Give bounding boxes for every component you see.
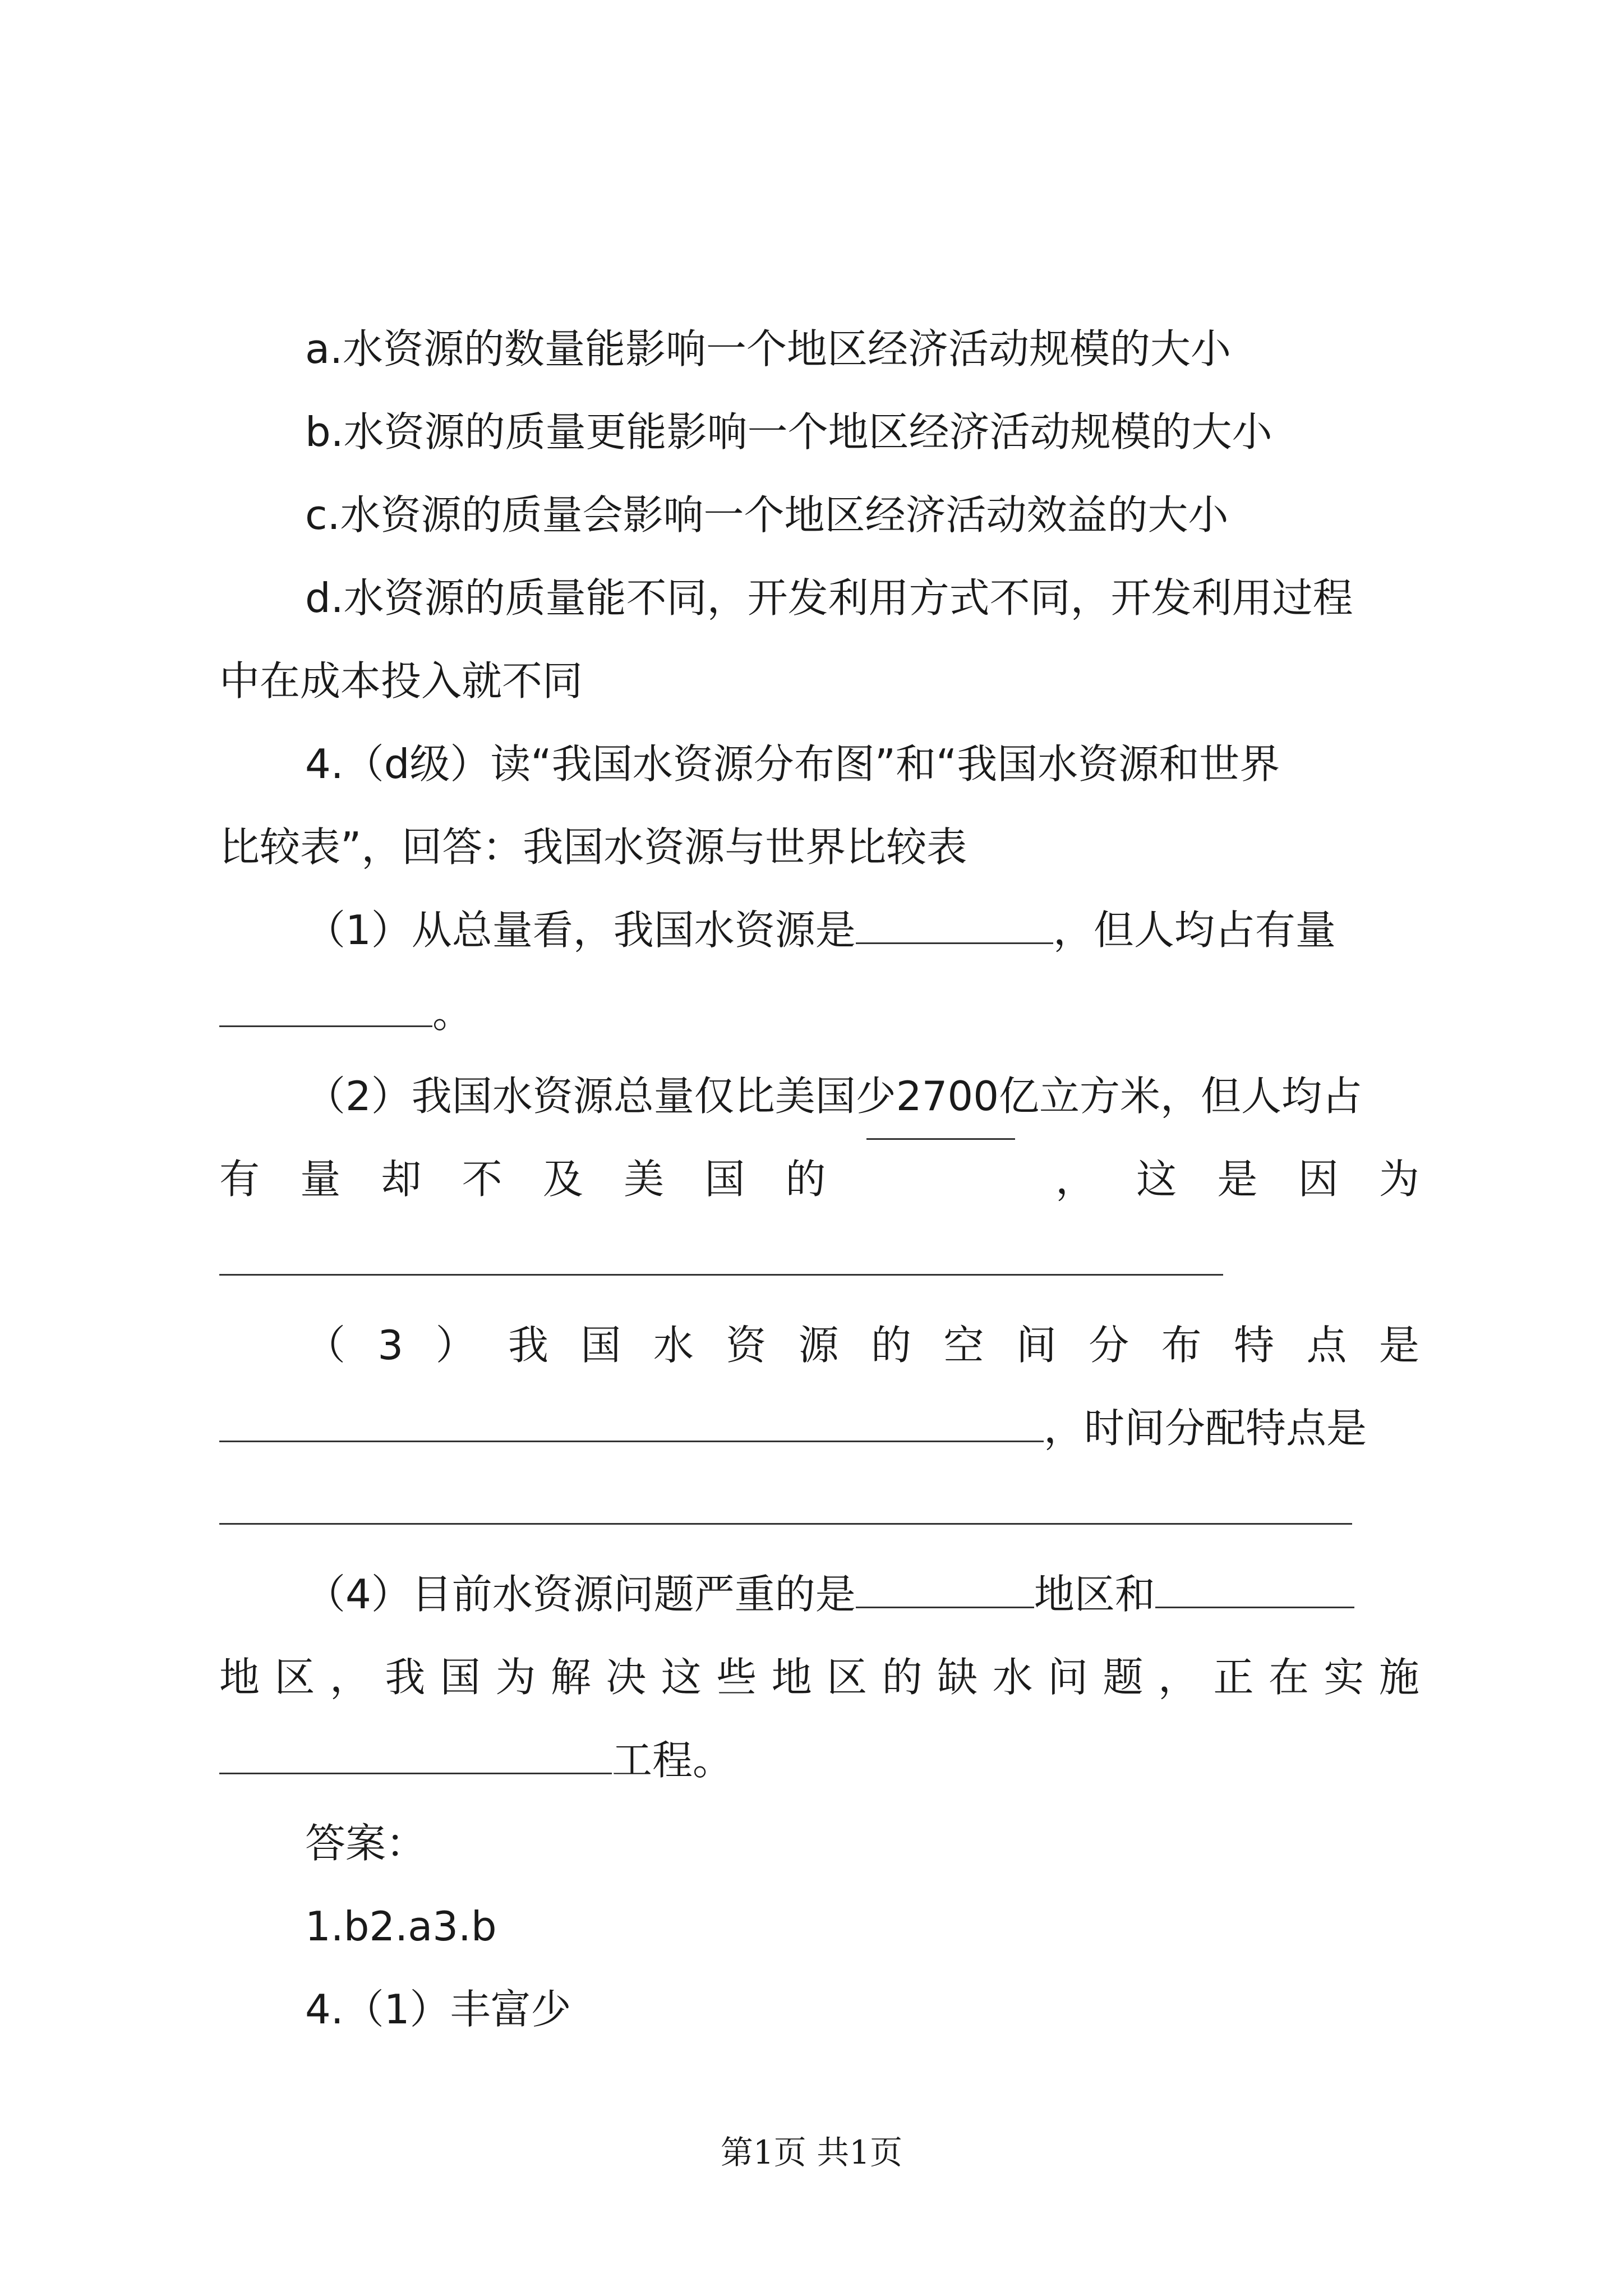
sub-question-3-char: 点 (1306, 1322, 1347, 1369)
option-b: b.水资源的质量更能影响一个地区经济活动规模的大小 (305, 408, 1272, 455)
sub-question-4-char: 这 (661, 1654, 702, 1701)
sub-question-4-char: 正 (1213, 1654, 1254, 1701)
sub-question-4-text-b: 地区和 (1034, 1571, 1155, 1618)
answers-line-2: 4.（1）丰富少 (305, 1986, 571, 2033)
sub-question-4-char: 为 (495, 1654, 536, 1701)
sub-question-2-char: 不 (462, 1156, 502, 1203)
sub-question-2-char: 有 (219, 1156, 260, 1203)
sub-question-4-char: 地 (219, 1654, 260, 1701)
sub-question-1-text-a: （1）从总量看，我国水资源是 (305, 907, 856, 954)
sub-question-4-char: 施 (1378, 1654, 1419, 1701)
sub-question-3-char: 的 (871, 1322, 912, 1369)
sub-question-4-char: ， (1158, 1654, 1198, 1701)
answer-blank[interactable] (219, 1273, 1223, 1276)
sub-question-2-char: 是 (1217, 1156, 1258, 1203)
sub-question-1-continued (219, 972, 1419, 1055)
sub-question-3-text: ，时间分配特点是 (1044, 1405, 1367, 1452)
sub-question-4-char: 我 (385, 1654, 426, 1701)
sub-question-2-char: 却 (381, 1156, 422, 1203)
sub-question-4-char: 在 (1268, 1654, 1309, 1701)
sub-question-3-char: 我 (508, 1322, 549, 1369)
sub-question-4-line-2 (219, 1636, 1419, 1719)
answer-blank[interactable] (219, 1440, 1044, 1442)
sub-question-3-char: 水 (653, 1322, 694, 1369)
sub-question-3-line-2 (219, 1387, 1419, 1470)
option-c: c.水资源的质量会影响一个地区经济活动效益的大小 (305, 491, 1229, 539)
sub-question-2-char: 及 (542, 1156, 583, 1203)
option-d-line-2: 中在成本投入就不同 (219, 657, 583, 705)
option-a: a.水资源的数量能影响一个地区经济活动规模的大小 (305, 325, 1232, 372)
sub-question-3-char: 空 (943, 1322, 984, 1369)
sub-question-3-char: 间 (1016, 1322, 1057, 1369)
sub-question-3-char: 资 (726, 1322, 767, 1369)
answer-blank[interactable] (219, 1025, 432, 1027)
sub-question-4-char: 些 (716, 1654, 757, 1701)
sub-question-2-comma: ， (1055, 1156, 1096, 1203)
sub-question-2-char: 国 (704, 1156, 745, 1203)
question-4-intro-line-2: 比较表”，回答：我国水资源与世界比较表 (219, 823, 967, 871)
answers-label: 答案： (305, 1820, 427, 1867)
sub-question-2-char: 这 (1136, 1156, 1177, 1203)
answer-blank[interactable] (219, 1522, 1352, 1525)
answer-blank[interactable] (219, 1772, 612, 1774)
sub-question-4-char: 缺 (937, 1654, 978, 1701)
sub-question-1-end: 。 (432, 990, 473, 1037)
sub-question-4-end: 工程。 (612, 1737, 734, 1784)
sub-question-2-char: 为 (1378, 1156, 1419, 1203)
sub-question-4-char: 国 (440, 1654, 481, 1701)
sub-question-3-char: 国 (580, 1322, 621, 1369)
sub-question-4-char: 题 (1103, 1654, 1144, 1701)
sub-question-4-text-a: （4）目前水资源问题严重的是 (305, 1571, 856, 1618)
sub-question-3-char: 源 (798, 1322, 839, 1369)
sub-question-4-char: 区 (274, 1654, 315, 1701)
answers-line-1: 1.b2.a3.b (305, 1903, 497, 1950)
sub-question-3-char: 特 (1234, 1322, 1275, 1369)
sub-question-4-char: 区 (827, 1654, 868, 1701)
sub-question-4-char: 实 (1324, 1654, 1364, 1701)
sub-question-3-answer-line (219, 1470, 1419, 1553)
sub-question-2-char: 的 (785, 1156, 826, 1203)
sub-question-3-char: 3 (377, 1322, 404, 1369)
sub-question-4-char: 决 (606, 1654, 647, 1701)
sub-question-3-char: （ (305, 1322, 346, 1369)
sub-question-4-line-1 (219, 1553, 1419, 1636)
question-4-intro-line-1: 4.（d级）读“我国水资源分布图”和“我国水资源和世界 (305, 740, 1280, 788)
sub-question-2-line-1: （2）我国水资源总量仅比美国少2700亿立方米，但人均占 (305, 1073, 1363, 1120)
sub-question-3-char: 布 (1161, 1322, 1202, 1369)
sub-question-2-answer-line (219, 1221, 1419, 1304)
answer-blank[interactable] (856, 942, 1053, 944)
page-footer: 第1页 共1页 (720, 2133, 903, 2171)
answer-blank[interactable] (866, 1138, 1015, 1140)
sub-question-3-char: ） (435, 1322, 476, 1369)
sub-question-4-char: 问 (1048, 1654, 1089, 1701)
sub-question-4-char: 水 (992, 1654, 1033, 1701)
sub-question-4-line-3 (219, 1719, 1419, 1802)
sub-question-1-text-b: ，但人均占有量 (1053, 907, 1336, 954)
sub-question-4-char: 的 (882, 1654, 923, 1701)
option-d-line-1: d.水资源的质量能不同，开发利用方式不同，开发利用过程 (305, 574, 1353, 622)
sub-question-3-char: 分 (1089, 1322, 1129, 1369)
document-body (219, 307, 1419, 2051)
sub-question-4-char: 地 (771, 1654, 812, 1701)
sub-question-1 (219, 889, 1419, 972)
sub-question-2-char: 美 (624, 1156, 665, 1203)
sub-question-3-char: 是 (1378, 1322, 1419, 1369)
sub-question-2-char: 量 (300, 1156, 341, 1203)
sub-question-3-line-1 (219, 1304, 1419, 1387)
sub-question-4-char: ， (329, 1654, 370, 1701)
sub-question-2-char: 因 (1298, 1156, 1339, 1203)
sub-question-4-char: 解 (550, 1654, 591, 1701)
answer-blank[interactable] (1155, 1606, 1354, 1608)
answer-blank[interactable] (856, 1606, 1034, 1608)
sub-question-2-line-2 (219, 1138, 1419, 1221)
